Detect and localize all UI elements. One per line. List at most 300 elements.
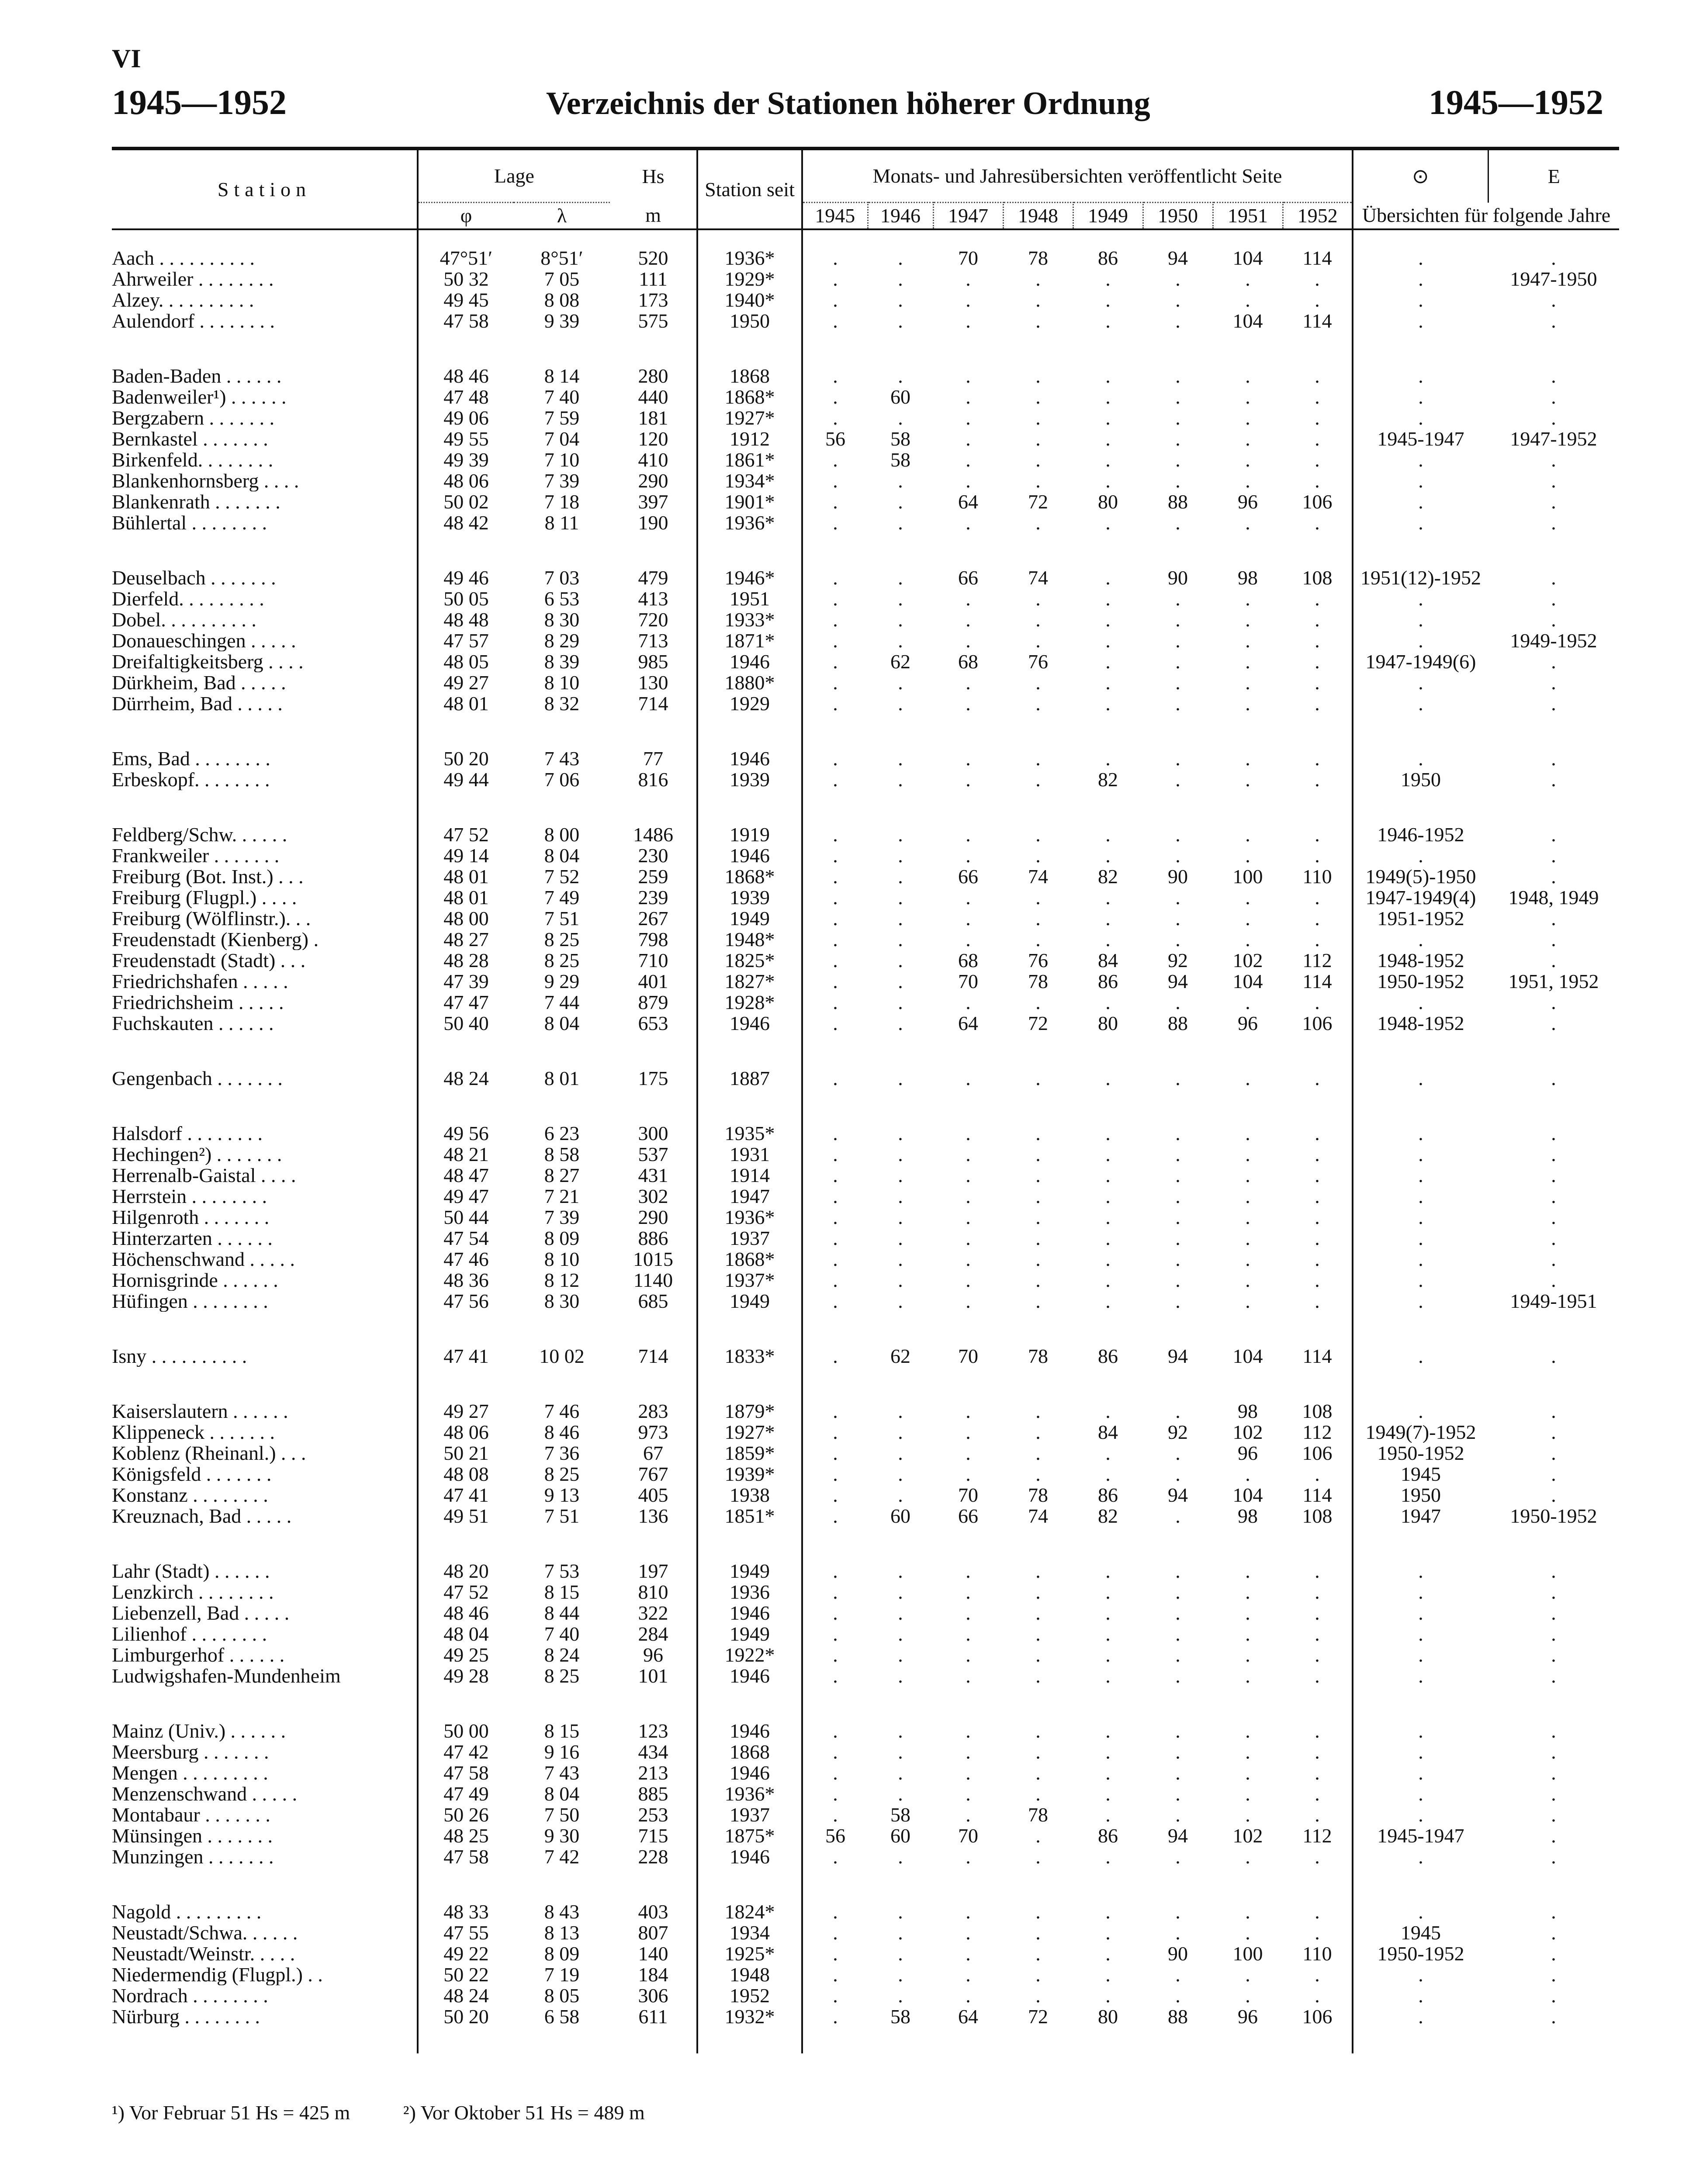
- page-ref-1952: .: [1283, 908, 1353, 929]
- page-ref-1950: .: [1175, 651, 1180, 672]
- table-row: [112, 824, 1619, 845]
- page-ref-1947: .: [966, 1228, 971, 1249]
- page-ref-1945: .: [833, 1666, 838, 1686]
- page-ref-1951: .: [1245, 1985, 1250, 2006]
- sun-overview-years: .: [1418, 512, 1423, 533]
- station-name: Konstanz . . . . . . . .: [112, 1485, 418, 1506]
- e-overview-years: .: [1551, 1721, 1556, 1742]
- page-ref-1950: .: [1175, 1846, 1180, 1867]
- page-ref-1948: .: [1035, 609, 1041, 630]
- longitude: 8 04: [544, 1783, 580, 1804]
- page-ref-1952: 108: [1283, 1401, 1353, 1422]
- header-year-1946: 1946: [868, 203, 933, 230]
- station-since: 1859*: [697, 1443, 802, 1464]
- page-ref-1945: .: [833, 1943, 838, 1964]
- page-ref-1950: .: [1175, 1506, 1180, 1527]
- page-ref-1950: .: [1175, 1270, 1180, 1291]
- page-ref-1949: .: [1105, 366, 1111, 387]
- page-ref-1947: .: [966, 1666, 971, 1686]
- station-since: 1949: [697, 1291, 802, 1312]
- page-ref-1950: .: [1175, 1804, 1180, 1825]
- station-since: 1949: [697, 1561, 802, 1582]
- station-name: Ludwigshafen-Mundenheim: [112, 1666, 418, 1686]
- station-name: Frankweiler . . . . . . .: [112, 845, 418, 866]
- page-ref-1951: .: [1245, 290, 1250, 311]
- sun-overview-years: .: [1418, 630, 1423, 651]
- longitude: 7 40: [544, 1624, 580, 1645]
- page-ref-1946: .: [898, 1013, 903, 1034]
- page-ref-1946: .: [898, 1464, 903, 1485]
- page-ref-1951: .: [1245, 1964, 1250, 1985]
- latitude: 50 44: [443, 1207, 489, 1228]
- table-row: [112, 1485, 1619, 1506]
- page-number: VI: [112, 44, 141, 73]
- page-ref-1947: .: [966, 748, 971, 769]
- latitude: 50 40: [443, 1013, 489, 1034]
- page-ref-1946: .: [898, 971, 903, 992]
- station-name: Hechingen²) . . . . . . .: [112, 1144, 418, 1165]
- page-ref-1946: .: [898, 1485, 903, 1506]
- station-height: 67: [610, 1443, 697, 1464]
- footnote-2: ²) Vor Oktober 51 Hs = 489 m: [403, 2101, 645, 2124]
- station-name: Feldberg/Schw. . . . . .: [112, 824, 418, 845]
- page-ref-1945: .: [833, 1603, 838, 1624]
- page-ref-1948: 78: [1028, 248, 1048, 269]
- e-overview-years: .: [1551, 866, 1556, 887]
- sun-overview-years: .: [1418, 269, 1423, 290]
- station-name: Friedrichshafen . . . . .: [112, 971, 418, 992]
- page-ref-1945: .: [833, 1144, 838, 1165]
- page-ref-1945: .: [833, 1721, 838, 1742]
- table-row: [112, 429, 1619, 449]
- page-ref-1948: .: [1035, 512, 1041, 533]
- page-ref-1948: 76: [1028, 651, 1048, 672]
- latitude: 47 52: [443, 1582, 489, 1603]
- latitude: 49 46: [443, 567, 489, 588]
- latitude: 47 58: [443, 311, 489, 332]
- station-since: 1827*: [697, 971, 802, 992]
- page-ref-1945: .: [833, 269, 838, 290]
- latitude: 47 58: [443, 1762, 489, 1783]
- longitude: 9 13: [544, 1485, 580, 1506]
- latitude: 47 46: [443, 1249, 489, 1270]
- page-ref-1946: .: [898, 1922, 903, 1943]
- table-row: [112, 950, 1619, 971]
- header-year-1945: 1945: [802, 203, 868, 230]
- page-ref-1952: .: [1283, 609, 1353, 630]
- station-name: Hinterzarten . . . . . .: [112, 1228, 418, 1249]
- latitude: 48 48: [443, 609, 489, 630]
- sun-overview-years: .: [1418, 1249, 1423, 1270]
- header-year-1948: 1948: [1003, 203, 1073, 230]
- station-since: 1868: [697, 1742, 802, 1762]
- table-row: [112, 1985, 1619, 2006]
- longitude: 7 52: [544, 866, 580, 887]
- page-ref-1946: .: [898, 1901, 903, 1922]
- table-row: [112, 311, 1619, 332]
- page-ref-1945: .: [833, 491, 838, 512]
- page-ref-1951: 102: [1232, 1422, 1263, 1443]
- page-ref-1948: .: [1035, 1144, 1041, 1165]
- latitude: 48 05: [443, 651, 489, 672]
- page-ref-1945: .: [833, 470, 838, 491]
- year-range-left: 1945—1952: [112, 83, 287, 122]
- station-since: 1948: [697, 1964, 802, 1985]
- page-ref-1951: .: [1245, 693, 1250, 714]
- station-height: 123: [610, 1721, 697, 1742]
- longitude: 8 58: [544, 1144, 580, 1165]
- page-ref-1948: .: [1035, 887, 1041, 908]
- longitude: 9 16: [544, 1742, 580, 1762]
- sun-overview-years: .: [1418, 1846, 1423, 1867]
- sun-overview-years: .: [1418, 1582, 1423, 1603]
- page-ref-1946: .: [898, 1186, 903, 1207]
- station-name: Deuselbach . . . . . . .: [112, 567, 418, 588]
- page-ref-1949: .: [1105, 824, 1111, 845]
- latitude: 48 06: [443, 470, 489, 491]
- page-ref-1950: .: [1175, 1985, 1180, 2006]
- table-row: [112, 512, 1619, 533]
- station-since: 1936*: [697, 1783, 802, 1804]
- station-name: Hilgenroth . . . . . . .: [112, 1207, 418, 1228]
- page-ref-1949: .: [1105, 609, 1111, 630]
- station-name: Baden-Baden . . . . . .: [112, 366, 418, 387]
- page-ref-1947: .: [966, 1291, 971, 1312]
- station-height: 184: [610, 1964, 697, 1985]
- page-ref-1945: .: [833, 1422, 838, 1443]
- page-ref-1949: 82: [1098, 769, 1118, 790]
- page-ref-1945: .: [833, 1561, 838, 1582]
- sun-overview-years: 1945: [1401, 1464, 1441, 1485]
- page-ref-1947: .: [966, 1561, 971, 1582]
- station-since: 1940*: [697, 290, 802, 311]
- page-ref-1952: .: [1283, 672, 1353, 693]
- e-overview-years: .: [1551, 929, 1556, 950]
- page-ref-1951: .: [1245, 408, 1250, 429]
- station-since: 1936: [697, 1582, 802, 1603]
- page-ref-1949: .: [1105, 748, 1111, 769]
- sun-overview-years: .: [1418, 1144, 1423, 1165]
- station-since: 1919: [697, 824, 802, 845]
- longitude: 8 39: [544, 651, 580, 672]
- station-height: 653: [610, 1013, 697, 1034]
- page-ref-1945: .: [833, 1742, 838, 1762]
- page-ref-1945: .: [833, 1068, 838, 1089]
- page-ref-1948: .: [1035, 992, 1041, 1013]
- sun-overview-years: .: [1418, 311, 1423, 332]
- sun-overview-years: 1951-1952: [1377, 908, 1464, 929]
- latitude: 48 33: [443, 1901, 489, 1922]
- station-since: 1868*: [697, 387, 802, 408]
- page-ref-1949: .: [1105, 588, 1111, 609]
- page-ref-1948: 78: [1028, 1804, 1048, 1825]
- longitude: 8 08: [544, 290, 580, 311]
- e-overview-years: .: [1551, 1922, 1556, 1943]
- station-name: Koblenz (Rheinanl.) . . .: [112, 1443, 418, 1464]
- e-overview-years: 1949-1952: [1510, 630, 1597, 651]
- longitude: 8 15: [544, 1582, 580, 1603]
- station-since: 1927*: [697, 408, 802, 429]
- page-ref-1949: 86: [1098, 1825, 1118, 1846]
- page-ref-1949: 80: [1098, 491, 1118, 512]
- page-ref-1946: .: [898, 408, 903, 429]
- table-row: [112, 1742, 1619, 1762]
- footnote-1: ¹) Vor Februar 51 Hs = 425 m: [112, 2101, 350, 2124]
- station-since: 1938: [697, 1485, 802, 1506]
- table-row: [112, 1964, 1619, 1985]
- page-ref-1948: .: [1035, 1762, 1041, 1783]
- page-ref-1950: 94: [1168, 1825, 1188, 1846]
- table-row: [112, 1165, 1619, 1186]
- page-ref-1952: 112: [1283, 1422, 1353, 1443]
- station-name: Friedrichsheim . . . . .: [112, 992, 418, 1013]
- page-ref-1945: .: [833, 887, 838, 908]
- table-row: [112, 609, 1619, 630]
- page-ref-1948: .: [1035, 1464, 1041, 1485]
- page-ref-1946: .: [898, 950, 903, 971]
- station-height: 885: [610, 1783, 697, 1804]
- page-ref-1946: .: [898, 1645, 903, 1666]
- e-overview-years: .: [1551, 1228, 1556, 1249]
- table-row: [112, 630, 1619, 651]
- latitude: 50 05: [443, 588, 489, 609]
- page-ref-1948: .: [1035, 1922, 1041, 1943]
- header-lambda: λ: [557, 204, 567, 227]
- station-name: Alzey. . . . . . . . . .: [112, 290, 418, 311]
- page-ref-1952: .: [1283, 929, 1353, 950]
- group-spacer: [112, 1034, 1619, 1068]
- station-since: 1824*: [697, 1901, 802, 1922]
- latitude: 48 21: [443, 1144, 489, 1165]
- page-ref-1945: .: [833, 971, 838, 992]
- page-ref-1945: .: [833, 748, 838, 769]
- page-ref-1950: .: [1175, 887, 1180, 908]
- page-ref-1948: .: [1035, 1068, 1041, 1089]
- page-ref-1946: .: [898, 1846, 903, 1867]
- station-since: 1939*: [697, 1464, 802, 1485]
- station-height: 181: [610, 408, 697, 429]
- page-ref-1947: .: [966, 512, 971, 533]
- page-ref-1949: .: [1105, 1561, 1111, 1582]
- longitude: 6 23: [544, 1123, 580, 1144]
- latitude: 48 04: [443, 1624, 489, 1645]
- page-ref-1951: .: [1245, 1742, 1250, 1762]
- station-since: 1939: [697, 887, 802, 908]
- page-ref-1951: .: [1245, 1249, 1250, 1270]
- page-ref-1945: .: [833, 1985, 838, 2006]
- e-overview-years: .: [1551, 1123, 1556, 1144]
- header-uebersichten: Übersichten für folgende Jahre: [1362, 204, 1611, 227]
- page-ref-1947: .: [966, 470, 971, 491]
- page-ref-1947: .: [966, 387, 971, 408]
- table-row: [112, 651, 1619, 672]
- page-ref-1947: 68: [958, 651, 978, 672]
- page-ref-1946: .: [898, 1721, 903, 1742]
- page-ref-1948: .: [1035, 1401, 1041, 1422]
- page-ref-1951: .: [1245, 366, 1250, 387]
- page-ref-1945: .: [833, 950, 838, 971]
- page-ref-1945: .: [833, 845, 838, 866]
- page-ref-1949: .: [1105, 311, 1111, 332]
- longitude: 8 01: [544, 1068, 580, 1089]
- page-ref-1949: .: [1105, 1443, 1111, 1464]
- table-row: [112, 1207, 1619, 1228]
- page-ref-1951: 100: [1232, 866, 1263, 887]
- page-ref-1951: 104: [1232, 1346, 1263, 1367]
- header-hs: Hs: [610, 149, 697, 203]
- e-overview-years: .: [1551, 588, 1556, 609]
- latitude: 47 39: [443, 971, 489, 992]
- page-ref-1948: 78: [1028, 1346, 1048, 1367]
- group-spacer: [112, 1867, 1619, 1901]
- page-ref-1945: .: [833, 824, 838, 845]
- page-ref-1945: .: [833, 512, 838, 533]
- page-ref-1946: .: [898, 1270, 903, 1291]
- latitude: 47 54: [443, 1228, 489, 1249]
- longitude: 9 29: [544, 971, 580, 992]
- longitude: 7 39: [544, 1207, 580, 1228]
- sun-overview-years: .: [1418, 1401, 1423, 1422]
- page-ref-1945: .: [833, 1346, 838, 1367]
- page-ref-1952: .: [1283, 748, 1353, 769]
- page-ref-1946: .: [898, 290, 903, 311]
- header-year-1950: 1950: [1143, 203, 1213, 230]
- page-ref-1950: .: [1175, 1443, 1180, 1464]
- table-row: [112, 1443, 1619, 1464]
- page-ref-1950: 88: [1168, 1013, 1188, 1034]
- page-ref-1946: 62: [890, 1346, 910, 1367]
- page-ref-1947: .: [966, 1249, 971, 1270]
- page-ref-1948: .: [1035, 449, 1041, 470]
- page-ref-1952: .: [1283, 1901, 1353, 1922]
- station-height: 173: [610, 290, 697, 311]
- page-ref-1950: .: [1175, 1561, 1180, 1582]
- page-ref-1952: .: [1283, 290, 1353, 311]
- longitude: 8 25: [544, 950, 580, 971]
- station-name: Freudenstadt (Kienberg) .: [112, 929, 418, 950]
- page-ref-1945: .: [833, 1804, 838, 1825]
- page-ref-1949: 82: [1098, 866, 1118, 887]
- latitude: 48 01: [443, 693, 489, 714]
- latitude: 50 02: [443, 491, 489, 512]
- page-ref-1949: 82: [1098, 1506, 1118, 1527]
- latitude: 47 57: [443, 630, 489, 651]
- header-year-1949: 1949: [1073, 203, 1143, 230]
- page-ref-1946: .: [898, 1443, 903, 1464]
- page-ref-1951: .: [1245, 1228, 1250, 1249]
- page-ref-1947: .: [966, 1645, 971, 1666]
- page-ref-1946: .: [898, 1165, 903, 1186]
- e-overview-years: .: [1551, 470, 1556, 491]
- longitude: 8 25: [544, 1464, 580, 1485]
- sun-overview-years: .: [1418, 1901, 1423, 1922]
- station-since: 1936*: [697, 248, 802, 269]
- page-ref-1945: .: [833, 1783, 838, 1804]
- station-height: 810: [610, 1582, 697, 1603]
- latitude: 47 49: [443, 1783, 489, 1804]
- table-row: [112, 1422, 1619, 1443]
- station-since: 1929: [697, 693, 802, 714]
- longitude: 8 25: [544, 929, 580, 950]
- page-ref-1947: .: [966, 290, 971, 311]
- longitude: 7 43: [544, 1762, 580, 1783]
- page-ref-1950: .: [1175, 1165, 1180, 1186]
- station-name: Kaiserslautern . . . . . .: [112, 1401, 418, 1422]
- page-ref-1945: .: [833, 2006, 838, 2027]
- station-since: 1947: [697, 1186, 802, 1207]
- station-since: 1932*: [697, 2006, 802, 2027]
- page-ref-1952: .: [1283, 1068, 1353, 1089]
- page-ref-1947: .: [966, 429, 971, 449]
- page-ref-1950: .: [1175, 992, 1180, 1013]
- page-ref-1945: .: [833, 1901, 838, 1922]
- station-height: 130: [610, 672, 697, 693]
- station-name: Nürburg . . . . . . . .: [112, 2006, 418, 2027]
- page-ref-1948: .: [1035, 1943, 1041, 1964]
- page-ref-1947: .: [966, 1901, 971, 1922]
- page-ref-1952: .: [1283, 1742, 1353, 1762]
- page-ref-1945: .: [833, 1443, 838, 1464]
- group-spacer: [112, 1089, 1619, 1123]
- e-overview-years: .: [1551, 1783, 1556, 1804]
- table-row: [112, 748, 1619, 769]
- page-ref-1950: .: [1175, 1291, 1180, 1312]
- e-overview-years: .: [1551, 1207, 1556, 1228]
- station-since: 1912: [697, 429, 802, 449]
- sun-overview-years: .: [1418, 929, 1423, 950]
- table-row: [112, 1291, 1619, 1312]
- page-ref-1949: .: [1105, 908, 1111, 929]
- station-height: 140: [610, 1943, 697, 1964]
- page-ref-1949: .: [1105, 567, 1111, 588]
- page-ref-1950: .: [1175, 1228, 1180, 1249]
- header-station-seit: Station seit: [697, 149, 802, 229]
- e-overview-years: .: [1551, 1013, 1556, 1034]
- page-ref-1949: .: [1105, 1901, 1111, 1922]
- longitude: 8 27: [544, 1165, 580, 1186]
- page-ref-1951: .: [1245, 1123, 1250, 1144]
- page-ref-1948: .: [1035, 693, 1041, 714]
- station-height: 405: [610, 1485, 697, 1506]
- page-ref-1947: 66: [958, 1506, 978, 1527]
- table-row: [112, 470, 1619, 491]
- page-ref-1950: .: [1175, 269, 1180, 290]
- station-height: 77: [610, 748, 697, 769]
- page-ref-1952: 114: [1283, 1485, 1353, 1506]
- page-ref-1952: .: [1283, 408, 1353, 429]
- page-ref-1945: .: [833, 567, 838, 588]
- e-overview-years: .: [1551, 1742, 1556, 1762]
- page-ref-1947: .: [966, 1165, 971, 1186]
- latitude: 49 06: [443, 408, 489, 429]
- page-ref-1946: 60: [890, 387, 910, 408]
- station-height: 985: [610, 651, 697, 672]
- sun-overview-years: .: [1418, 693, 1423, 714]
- table-row: [112, 1666, 1619, 1686]
- latitude: 48 24: [443, 1068, 489, 1089]
- page-ref-1952: .: [1283, 366, 1353, 387]
- longitude: 10 02: [539, 1346, 585, 1367]
- page-ref-1945: .: [833, 1506, 838, 1527]
- longitude: 8 11: [544, 512, 579, 533]
- station-height: 440: [610, 387, 697, 408]
- page-ref-1946: .: [898, 609, 903, 630]
- table-row: [112, 672, 1619, 693]
- longitude: 8 43: [544, 1901, 580, 1922]
- page-ref-1950: 94: [1168, 248, 1188, 269]
- table-row: [112, 1624, 1619, 1645]
- sun-overview-years: .: [1418, 1165, 1423, 1186]
